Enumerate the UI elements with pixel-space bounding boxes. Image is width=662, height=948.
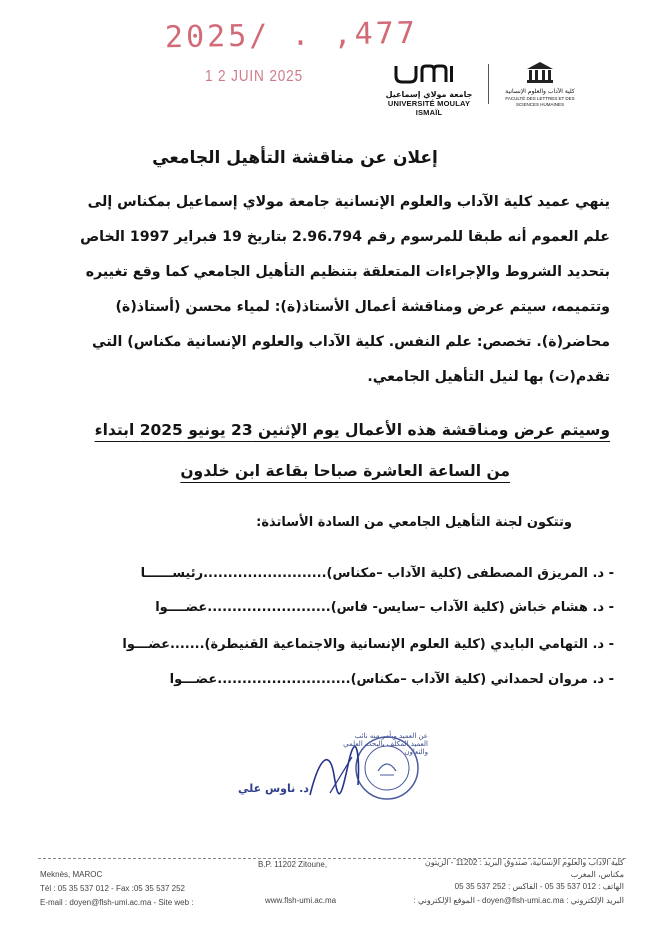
body-line: بتحديد الشروط والإجراءات المتعلقة بتنظيم التأهيل الجامعي كما وقع تغييره: [85, 264, 610, 280]
footer-arabic-address: كلية الآداب والعلوم الإنسانية، صندوق البريد : 11202 - الزيتون: [424, 858, 624, 867]
university-name-arabic: جامعة مولاي إسماعيل: [385, 90, 473, 99]
signature-mention: عن العميد وبأمر منه نائب العميد المكلف بالبحث العلمي والتعاون: [343, 732, 428, 756]
body-line: محاضر(ة). تخصص: علم النفس. كلية الآداب والعلوم الإنسانية مكناس) التي: [91, 334, 610, 350]
umi-logo-icon: [392, 62, 456, 86]
jury-title: وتتكون لجنة التأهيل الجامعي من السادة الأساتذة:: [256, 515, 572, 530]
body-line: وتتميمه، سيتم عرض ومناقشة أعمال الأستاذ(ة): لمياء محسن (أستاذ(ة): [115, 299, 610, 315]
registration-date-stamp: 1 2 JUIN 2025: [205, 68, 303, 85]
faculty-name-french: FACULTÉ DES LETTRES ET DES SCIENCES HUMAINES: [505, 96, 575, 107]
faculty-building-icon: [525, 60, 555, 84]
handwritten-signature-icon: [300, 745, 370, 805]
body-line: تقدم(ت) بها لنيل التأهيل الجامعي.: [367, 369, 610, 385]
announcement-title: إعلان عن مناقشة التأهيل الجامعي: [152, 148, 438, 168]
footer-address-line: Meknès, MAROC: [40, 870, 103, 879]
defense-time-venue: من الساعة العاشرة صباحا بقاعة ابن خلدون: [180, 462, 510, 480]
registration-number-stamp: 2025/ . ,477: [164, 15, 419, 56]
logo-divider: [488, 64, 489, 104]
jury-member: - د. هشام خباش (كلية الآداب –سايس- فاس).........................عضــــوا: [155, 600, 614, 615]
signatory-name: د. ناوس علي: [238, 782, 309, 795]
footer-arabic-phone: الهاتف : 012 537 35 05 - الفاكس : 252 537 35 05: [454, 882, 624, 891]
body-line: ينهي عميد كلية الآداب والعلوم الإنسانية جامعة مولاي إسماعيل بمكناس إلى: [87, 194, 610, 210]
jury-member: - د. المريزق المصطفى (كلية الآداب –مكناس).........................رئيســــــا: [140, 566, 614, 581]
jury-member: - د. التهامي البايدي (كلية العلوم الإنسانية والاجتماعية القنيطرة).......عضـــوا: [122, 637, 614, 652]
university-name-french: UNIVERSITÉ MOULAY ISMAÏL: [387, 99, 471, 117]
footer-website-link[interactable]: www.flsh-umi.ac.ma: [265, 896, 337, 905]
defense-date: وسيتم عرض ومناقشة هذه الأعمال يوم الإثنين 23 يونيو 2025 ابتداء: [94, 421, 610, 439]
university-logo: [380, 62, 478, 117]
footer-arabic-email: البريد الإلكتروني : doyen@flsh-umi.ac.ma - الموقع الإلكتروني :: [413, 896, 624, 905]
footer-arabic-city: مكناس، المغرب: [570, 870, 624, 879]
faculty-logo: [496, 60, 584, 108]
footer-email-line: E-mail : doyen@flsh-umi.ac.ma - Site web :: [40, 898, 194, 907]
body-line: علم العموم أنه طبقا للمرسوم رقم 2.96.794 بتاريخ 19 فبراير 1997 الخاص: [80, 229, 610, 245]
announcement-body: [25, 185, 610, 395]
jury-member: - د. مروان لحمداني (كلية الآداب –مكناس)...........................عضـــوا: [169, 672, 614, 687]
faculty-name-arabic: كلية الآداب والعلوم الإنسانية: [505, 88, 575, 95]
footer-po-box: B.P. 11202 Zitoune,: [258, 860, 328, 869]
footer-phone-line: Tél : 05 35 537 012 - Fax :05 35 537 252: [40, 884, 185, 893]
